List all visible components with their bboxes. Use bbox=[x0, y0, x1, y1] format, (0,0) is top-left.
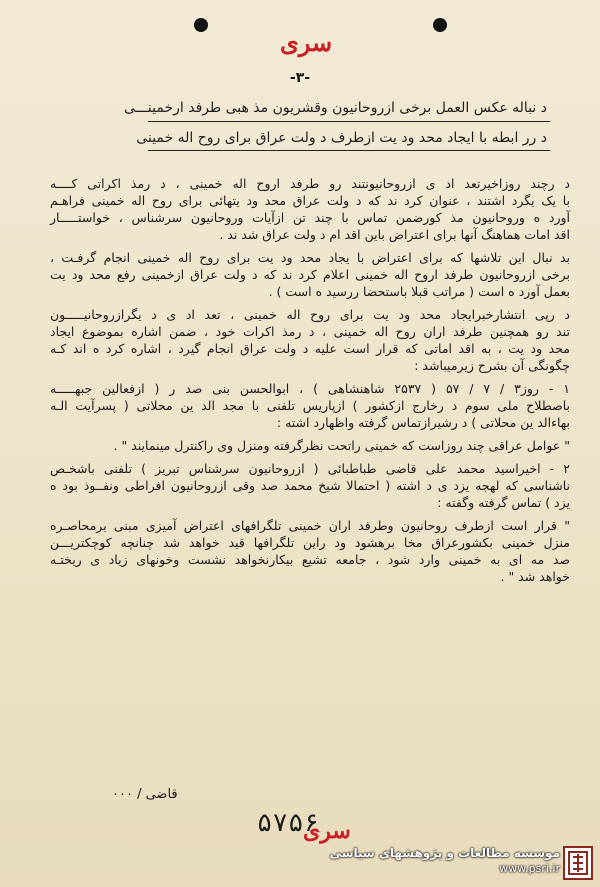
institute-url: www.psri.ir bbox=[499, 862, 560, 875]
classification-stamp: سری bbox=[280, 28, 333, 57]
institute-name: موسسه مطالعات و پژوهشهای سیاسی bbox=[329, 846, 560, 860]
body-line: ۱ - روز۳ / ۷ / ۵۷ ( ۲۵۳۷ شاهنشاهی ) ، ابوالحسن بنی صد ر ( ازفعالین جبهـــــه bbox=[50, 381, 570, 396]
quote-line: " عوامل عراقی چند روزاست که خمینی راتحت نظرگرفته ومنزل وی راکنترل مینمایند " . bbox=[113, 438, 570, 453]
body-line: اقد امات هماهنگ آنها برای اعتراض باین اقد ام د ولت عراق شد ند . bbox=[219, 227, 570, 242]
body-line: چگونگی آن بشرح زیرمیباشد : bbox=[414, 358, 570, 373]
report-body bbox=[50, 175, 570, 585]
page-number: -۳- bbox=[289, 70, 311, 86]
quote-line: " قرار است ازطرف روحانیون وطرفد اران خمینی تلگرافهای اعتراض آمیزی مبنی برمحاصـره bbox=[50, 518, 570, 533]
signature: قاضی / ۰۰۰ bbox=[112, 787, 178, 802]
body-line: برخی ازروحانیون طرفد اروح اله خمینی اعلام کرد ند که د ولت عراق ازخمینی رفع محد ود یت bbox=[50, 267, 570, 282]
body-line: آورد ه وروحانیون مذ کورضمن تماس با چند تن ازآیات وروحانیون سرشناس ، خواستـــــار bbox=[50, 210, 570, 225]
body-line: ناشناسی که لهجه یزد ی د اشته ( احتمالا شیخ محمد صد وقی ازروحانیون افراطی ونفــوذ بود ه bbox=[50, 478, 570, 493]
institute-watermark bbox=[329, 846, 560, 882]
title-line-2: د رر ابطه با ایجاد محد ود یت ازطرف د ولت عراق برای روح اله خمینی bbox=[136, 130, 547, 146]
body-line: د رچند روزاخیرتعد اد ی ازروحانیونتند رو طرفد اروح اله خمینی ، د رمذ اکراتی کــــه bbox=[50, 176, 570, 191]
title-underline-2 bbox=[148, 150, 550, 151]
title-underline-1 bbox=[148, 121, 550, 122]
document-number: ۵۷۵۶ bbox=[256, 808, 320, 838]
quote-line: صد مه ای به خمینی وارد شود ، جامعه تشیع بیکارنخواهد نشست وخونهای زیاد ی ریختـه bbox=[50, 552, 570, 567]
quote-line: خواهد شد " . bbox=[500, 569, 570, 584]
body-line: محد ود یت ، به اقد اماتی که قرار است علیه د ولت عراق انجام گیرد ، اشاره کرد ه اند کـه bbox=[50, 341, 570, 356]
quote-line: منزل خمینی بکشورعراق مخا برهشود ود راین تلگرافها قید خواهد شد چنانچه کوچکتریـــن bbox=[50, 535, 570, 550]
body-line: بد نبال این تلاشها که برای اعتراض با یجاد محد ود یت برای روح اله خمینی انجام گرفـت ، bbox=[50, 250, 570, 265]
body-line: یزد ) تماس گرفته وگفته : bbox=[437, 495, 570, 510]
binder-hole-left bbox=[194, 18, 208, 32]
institute-logo-icon bbox=[563, 846, 593, 880]
body-line: با یک یگرد اشتند ، عنوان کرد ند که د ولت عراق محد ود یتهائی برای روح اله خمینی فراهـم bbox=[50, 193, 570, 208]
title-line-1: د نباله عکس العمل برخی ازروحانیون وقشریون مذ هبی طرفد ارخمینـــی bbox=[123, 100, 547, 116]
body-line: د رپی انتشارخبرایجاد محد ود یت برای روح اله خمینی ، تعد اد ی د یگرازروحانیـــــون bbox=[50, 307, 570, 322]
classification-stamp-bottom: سری bbox=[303, 818, 351, 844]
body-line: بهاءالد ین محلاتی ) د رشیرازتماس گرفته واظهارد اشته : bbox=[276, 415, 570, 430]
body-line: تند رو همچنین طرفد اران روح اله خمینی ، د رمذ اکرات خود ، ضمن اشاره بموضوع ایجاد bbox=[50, 324, 570, 339]
body-line: باصطلاح ملی سوم د رخارج ازکشور ) ازپاریس تلفنی با مجد الد ین محلاتی ( پسرآیت الـه bbox=[50, 398, 570, 413]
binder-hole-right bbox=[433, 18, 447, 32]
body-line: بعمل آورد ه است ( مراتب قبلا باستحضا ررسید ه است ) . bbox=[268, 284, 570, 299]
body-line: ۲ - اخیراسید محمد علی قاضی طباطبائی ( ازروحانیون سرشناس تبریز ) تلفنی باشخـص bbox=[50, 461, 570, 476]
